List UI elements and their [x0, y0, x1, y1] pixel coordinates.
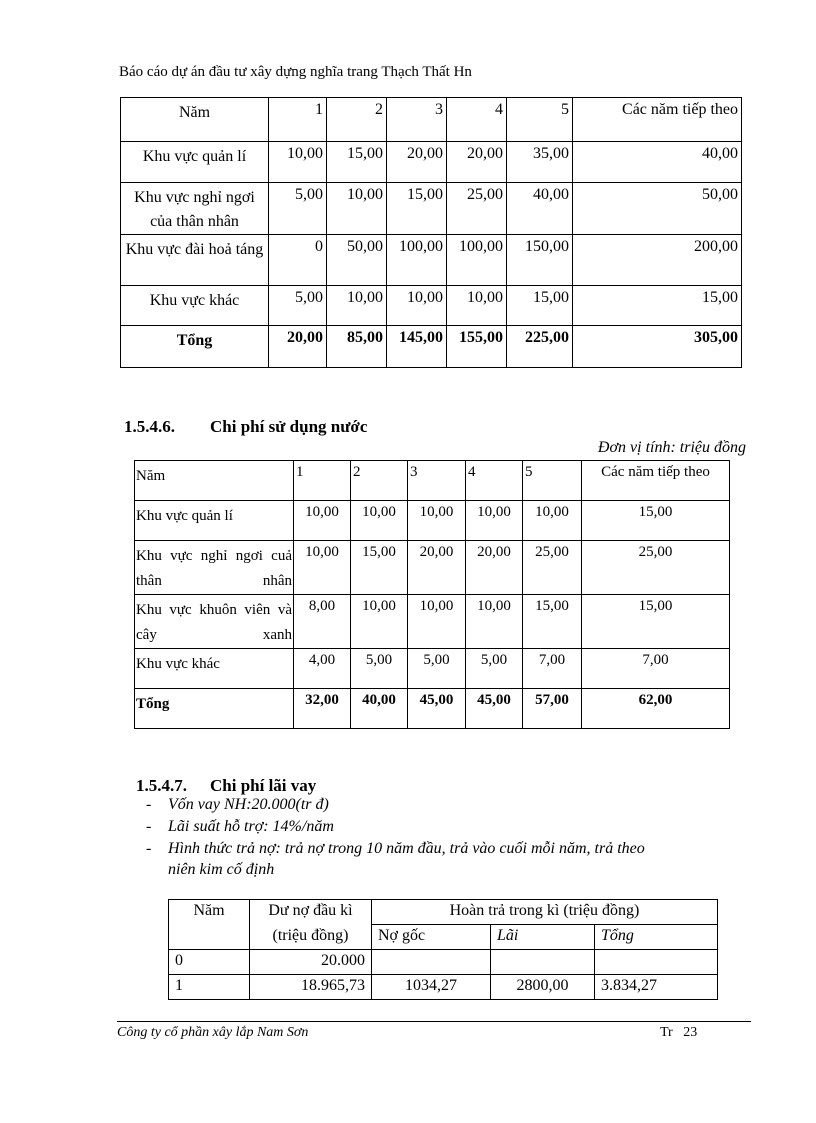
bullet-item: - Lãi suất hỗ trợ: 14%/năm [146, 818, 334, 835]
table-cell: 15,00 [582, 501, 730, 541]
header-cell: 1 [269, 98, 327, 142]
table-cell: 0 [169, 950, 250, 975]
table-cell: 15,00 [327, 142, 387, 183]
table-cell: 7,00 [582, 649, 730, 689]
table-row [121, 142, 742, 183]
bullet-item: - Hình thức trả nợ: trả nợ trong 10 năm đầu, trả vào cuối mỗi năm, trả theo [146, 840, 645, 857]
bullet-text: Lãi suất hỗ trợ: 14%/năm [168, 818, 334, 835]
table-cell: 35,00 [507, 142, 573, 183]
table-cell: 10,00 [466, 501, 523, 541]
table-cell: 10,00 [447, 286, 507, 326]
table-cell: 20,00 [466, 541, 523, 595]
table-row [135, 541, 730, 595]
table-cell: 10,00 [327, 183, 387, 235]
table-cell: 145,00 [387, 326, 447, 368]
row-label: Khu vực khác [135, 649, 294, 689]
table-cell: 10,00 [351, 595, 408, 649]
header-cell: 1 [294, 461, 351, 501]
header-cell: Các năm tiếp theo [582, 461, 730, 501]
loan-repayment-table [168, 899, 718, 1000]
table-cell: 25,00 [447, 183, 507, 235]
table-cell [491, 950, 595, 975]
table-subheader-row [169, 925, 718, 950]
table-cell: 10,00 [387, 286, 447, 326]
row-label: Khu vực nghỉ ngơi của thân nhân [121, 183, 269, 235]
row-label: Tổng [135, 689, 294, 729]
row-label: Khu vực khuôn viên và cây xanh [135, 595, 294, 649]
area-cost-table [120, 97, 742, 368]
document-header: Báo cáo dự án đầu tư xây dựng nghĩa trang Thạch Thất Hn [119, 64, 472, 80]
table-row [121, 235, 742, 286]
section-number: 1.5.4.6. [124, 417, 175, 436]
table-row [135, 649, 730, 689]
table-cell: 10,00 [466, 595, 523, 649]
table-cell: 50,00 [573, 183, 742, 235]
bullet-text: Hình thức trả nợ: trả nợ trong 10 năm đầu, trả vào cuối mỗi năm, trả theo [168, 840, 645, 857]
table-cell: 100,00 [387, 235, 447, 286]
table-cell: 5,00 [269, 286, 327, 326]
table-cell: 20.000 [250, 950, 372, 975]
table-cell: 200,00 [573, 235, 742, 286]
header-cell: Các năm tiếp theo [573, 98, 742, 142]
footer-company: Công ty cổ phần xây lắp Nam Sơn [117, 1025, 309, 1040]
table-cell: 62,00 [582, 689, 730, 729]
row-label: Khu vực nghỉ ngơi cuả thân nhân [135, 541, 294, 595]
table-cell: 25,00 [582, 541, 730, 595]
total-row [135, 689, 730, 729]
table-cell: 40,00 [507, 183, 573, 235]
total-row [121, 326, 742, 368]
table-header-row [135, 461, 730, 501]
header-cell: Lãi [491, 925, 595, 950]
footer-divider [117, 1021, 751, 1022]
table-cell: 15,00 [507, 286, 573, 326]
table-cell: 150,00 [507, 235, 573, 286]
table-cell: 5,00 [466, 649, 523, 689]
table-row [121, 286, 742, 326]
header-cell: 3 [408, 461, 466, 501]
table-row [135, 595, 730, 649]
header-cell: Năm [169, 900, 250, 950]
row-label: Khu vực khác [121, 286, 269, 326]
water-cost-table [134, 460, 730, 729]
table-cell: 225,00 [507, 326, 573, 368]
table-cell: 10,00 [269, 142, 327, 183]
table-cell: 20,00 [387, 142, 447, 183]
header-cell: Dư nợ đầu kì [250, 900, 372, 925]
row-label: Khu vực đài hoả táng [121, 235, 269, 286]
table-row [169, 950, 718, 975]
table-cell: 7,00 [523, 649, 582, 689]
table-header-row [121, 98, 742, 142]
table-cell: 15,00 [523, 595, 582, 649]
header-cell: Nợ gốc [372, 925, 491, 950]
table-row [121, 183, 742, 235]
header-cell: 3 [387, 98, 447, 142]
table-cell: 15,00 [351, 541, 408, 595]
table-cell: 15,00 [387, 183, 447, 235]
header-cell: (triệu đồng) [250, 925, 372, 950]
header-cell: 4 [447, 98, 507, 142]
table-cell: 20,00 [408, 541, 466, 595]
table-row [135, 501, 730, 541]
header-cell: Tổng [595, 925, 718, 950]
header-cell: 4 [466, 461, 523, 501]
unit-note: Đơn vị tính: triệu đồng [597, 439, 746, 456]
header-cell: 5 [507, 98, 573, 142]
table-cell: 1 [169, 975, 250, 1000]
table-cell: 85,00 [327, 326, 387, 368]
table-cell: 32,00 [294, 689, 351, 729]
table-cell: 10,00 [294, 541, 351, 595]
section-number: 1.5.4.7. [136, 776, 187, 795]
bullet-text: Vốn vay NH:20.000(tr đ) [168, 796, 329, 813]
table-cell: 20,00 [447, 142, 507, 183]
section-title: Chi phí lãi vay [210, 776, 317, 795]
table-cell: 50,00 [327, 235, 387, 286]
row-label: Khu vực quản lí [135, 501, 294, 541]
table-cell: 2800,00 [491, 975, 595, 1000]
table-cell: 4,00 [294, 649, 351, 689]
header-cell: 5 [523, 461, 582, 501]
table-cell: 15,00 [573, 286, 742, 326]
table-cell: 20,00 [269, 326, 327, 368]
table-cell: 10,00 [408, 595, 466, 649]
header-cell: Năm [135, 461, 294, 501]
table-cell: 10,00 [523, 501, 582, 541]
table-cell: 10,00 [351, 501, 408, 541]
table-cell: 45,00 [408, 689, 466, 729]
table-cell: 45,00 [466, 689, 523, 729]
table-cell [595, 950, 718, 975]
table-header-row [169, 900, 718, 925]
table-cell: 5,00 [351, 649, 408, 689]
table-cell [372, 950, 491, 975]
table-cell: 10,00 [294, 501, 351, 541]
row-label: Tổng [121, 326, 269, 368]
table-cell: 3.834,27 [595, 975, 718, 1000]
table-cell: 155,00 [447, 326, 507, 368]
table-cell: 8,00 [294, 595, 351, 649]
section-title: Chi phí sử dụng nước [210, 417, 368, 436]
table-cell: 5,00 [269, 183, 327, 235]
header-cell: 2 [327, 98, 387, 142]
table-cell: 15,00 [582, 595, 730, 649]
table-cell: 1034,27 [372, 975, 491, 1000]
table-cell: 5,00 [408, 649, 466, 689]
table-cell: 0 [269, 235, 327, 286]
page-number: Tr 23 [660, 1025, 698, 1040]
table-cell: 40,00 [573, 142, 742, 183]
bullet-continuation: niên kim cố định [168, 861, 275, 878]
table-cell: 57,00 [523, 689, 582, 729]
table-row [169, 975, 718, 1000]
table-cell: 305,00 [573, 326, 742, 368]
table-cell: 10,00 [408, 501, 466, 541]
table-cell: 18.965,73 [250, 975, 372, 1000]
row-label: Khu vực quản lí [121, 142, 269, 183]
table-cell: 10,00 [327, 286, 387, 326]
table-cell: 100,00 [447, 235, 507, 286]
header-cell: Năm [121, 98, 269, 142]
table-cell: 25,00 [523, 541, 582, 595]
table-cell: 40,00 [351, 689, 408, 729]
bullet-item: - Vốn vay NH:20.000(tr đ) [146, 796, 329, 813]
header-cell: Hoàn trả trong kì (triệu đồng) [372, 900, 718, 925]
header-cell: 2 [351, 461, 408, 501]
